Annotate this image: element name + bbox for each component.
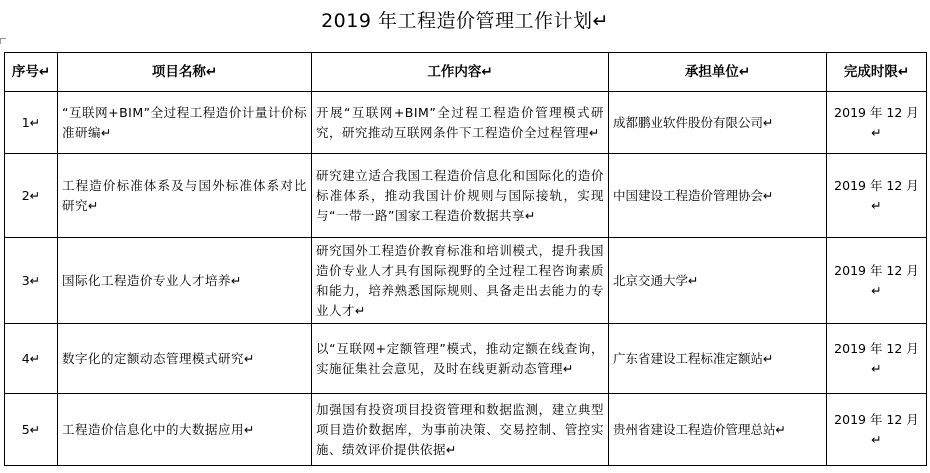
header-responsible-unit: 承担单位↵ [609, 53, 827, 92]
row-work-content: 研究国外工程造价教育标准和培训模式，提升我国造价专业人才具有国际视野的全过程工程咨询素质和能力，培养熟悉国际规则、具备走出去能力的专业人才↵ [312, 238, 609, 324]
row-seq: 5↵ [5, 394, 58, 466]
row-responsible-unit: 中国建设工程造价管理协会↵ [609, 154, 827, 238]
row-deadline: 2019 年 12 月↵ [827, 324, 927, 394]
document-title: 2019 年工程造价管理工作计划↵ [321, 10, 609, 32]
row-deadline: 2019 年 12 月↵ [827, 238, 927, 324]
row-seq: 1↵ [5, 92, 58, 154]
table-row [5, 238, 927, 324]
row-work-content: 加强国有投资项目投资管理和数据监测，建立典型项目造价数据库，为事前决策、交易控制、管控实施、绩效评价提供依据↵ [312, 394, 609, 466]
row-work-content: 开展“互联网+BIM”全过程工程造价管理模式研究，研究推动互联网条件下工程造价全过程管理↵ [312, 92, 609, 154]
table-header-row [5, 53, 927, 92]
row-work-content: 研究建立适合我国工程造价信息化和国际化的造价标准体系，推动我国计价规则与国际接轨，实现与“一带一路”国家工程造价数据共享↵ [312, 154, 609, 238]
header-project-name: 项目名称↵ [58, 53, 312, 92]
plan-table-wrapper [4, 52, 926, 466]
table-row [5, 324, 927, 394]
header-work-content: 工作内容↵ [312, 53, 609, 92]
row-seq: 2↵ [5, 154, 58, 238]
table-row [5, 154, 927, 238]
page-corner-mark [0, 38, 6, 44]
header-deadline: 完成时限↵ [827, 53, 927, 92]
row-project-name: 工程造价信息化中的大数据应用↵ [58, 394, 312, 466]
plan-table [4, 52, 927, 466]
row-responsible-unit: 成都鹏业软件股份有限公司↵ [609, 92, 827, 154]
row-seq: 4↵ [5, 324, 58, 394]
row-responsible-unit: 贵州省建设工程造价管理总站↵ [609, 394, 827, 466]
row-project-name: 国际化工程造价专业人才培养↵ [58, 238, 312, 324]
row-work-content: 以“互联网+定额管理”模式，推动定额在线查询，实施征集社会意见，及时在线更新动态管理↵ [312, 324, 609, 394]
row-deadline: 2019 年 12 月↵ [827, 92, 927, 154]
row-project-name: 工程造价标准体系及与国外标准体系对比研究↵ [58, 154, 312, 238]
table-row [5, 394, 927, 466]
row-responsible-unit: 广东省建设工程标准定额站↵ [609, 324, 827, 394]
row-seq: 3↵ [5, 238, 58, 324]
table-row [5, 92, 927, 154]
row-deadline: 2019 年 12 月↵ [827, 154, 927, 238]
row-project-name: 数字化的定额动态管理模式研究↵ [58, 324, 312, 394]
row-responsible-unit: 北京交通大学↵ [609, 238, 827, 324]
header-seq: 序号↵ [5, 53, 58, 92]
row-project-name: “互联网+BIM”全过程工程造价计量计价标准研编↵ [58, 92, 312, 154]
row-deadline: 2019 年 12 月↵ [827, 394, 927, 466]
